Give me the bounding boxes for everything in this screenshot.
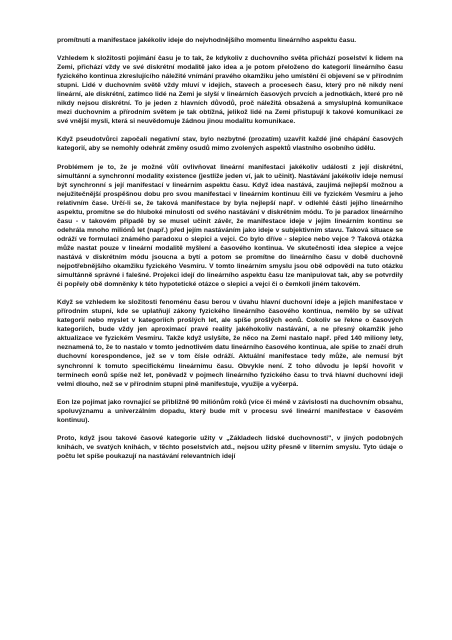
paragraph-6: Eon lze pojímat jako rovnající se přibližně 90 miliónům roků (více či méně v závislosti na duchovním obsahu, spoluvýznamu a univerzálním dopadu, který bude mít v procesu své lineární manifestace v časovém kontinuu). — [57, 398, 403, 424]
paragraph-5: Když se vzhledem ke složitosti fenoménu času berou v úvahu hlavní duchovní ideje a jejich manifestace v přírodním stupni, kde se uplatňují zákony fyzického lineárního časového kontinua, nemělo by se užívat kategorií nebo myslet v kategoriích prošlých let, ale spíše prošlých eonů. Cokoliv se řekne o časových kategoriích, bude vždy jen aproximací pravé reality jakéhokoliv nastávání, a ne přesný okamžik jeho aktualizace ve fyzickém Vesmíru. Takže když uslyšíte, že něco na Zemi nastalo např. před 140 miliony lety, neznamená to, že to nastalo v tomto jednotlivém datu lineárního časového kontinua, ale spíše to značí druh duchovní korespondence, jež se v tom čísle odráží. Aktuální manifestace tedy může, ale nemusí být synchronní k tomuto specifickému lineárnímu času. Obvykle není. Z toho důvodu je lepší hovořit v termínech eonů spíše než let, poněvadž v pojmech lineárního fyzického času to trvá hlavní duchovní ideji velmi dlouho, než se v přírodním stupni plně manifestuje, využije a vyčerpá. — [57, 299, 403, 388]
document-page — [57, 36, 403, 461]
paragraph-4: Problémem je to, že je možné vůlí ovlivňovat lineární manifestaci jakékoliv události z její diskrétní, simultánní a synchronní modality existence (jestliže jeden ví, jak to učinit). Nastávání jakékoliv ideje nemusí být synchronní s její manifestací v lineárním aspektu času. Když idea nastává, zaujímá nejlepší možnou a nejužitečnější prospěšnou dobu pro svou manifestaci v lineárním kontinuu čili ve fyzickém Vesmíru a jeho relativním čase. Určí-li se, že taková manifestace by byla nejlepší např. v odlehlé části jejího lineárního aspektu, promítne se do hluboké minulosti od svého nastávání v diskrétním módu. To je paradox lineárního času - v takovém případě by se musel učinit závěr, že manifestace ideje v jejím lineárním kontinu se odehrála mnoho miliónů let (např.) před jejím nastáváním jako ideje v subjektivním stavu. Taková situace se odráží ve formulaci známého paradoxu o slepici a vejci. Co bylo dříve - slepice nebo vejce ? Taková otázka může nastat pouze v lineární modalitě myšlení a časového kontinua. Ve skutečnosti idea slepice a vejce nastává v diskrétním módu jsoucna a bytí a potom se promítne do lineárního času v době duchovně nejpotřebnějšího okamžiku fyzického Vesmíru. V tomto lineárním smyslu jsou obě odpovědi na tuto otázku simultánně správné i falešné. Projekci idejí do lineárního aspektu času lze manipulovat tak, aby se potvrdily či popřely obě domněnky k této hypotetické otázce o slepici a vejci či o čemkoli jiném takovém. — [57, 163, 403, 289]
paragraph-3: Když pseudotvůrci započali negativní stav, bylo nezbytné (prozatím) uzavřít každé jiné chápání časových kategorií, aby se nemohly odehrát změny osudů mimo zvolených aspektů vlastního osobního údělu. — [57, 136, 403, 153]
paragraph-7: Proto, když jsou takové časové kategorie užity v „Základech lidské duchovnosti", v jiných podobných knihách, ve svatých knihách, v těchto poselstvích atd., nejsou užity přesně v literním smyslu. Tyto údaje o počtu let spíše poukazují na nastávání relevantních idejí — [57, 434, 403, 460]
paragraph-2: Vzhledem k složitosti pojímání času je to tak, že kdykoliv z duchovního světa přichází poselství k lidem na Zemi, přichází vždy ve své diskrétní modalitě jako idea a je potom přeloženo do kategorií lineárního času fyzického kontinua zkreslujícího náležité vnímání pravého okamžiku jeho umístění či objevení se v přírodním stupni. Lidé v duchovním světě vždy mluví v idejích, stavech a procesech času, který pro ně nikdy není lineární, ale diskrétní, zatímco lidé na Zemi je slyší v lineárních časových prvcích a jednotkách, které pro ně nikdy nejsou diskrétní. To je jeden z hlavních důvodů, proč náležitá obsažená a smysluplná komunikace mezi duchovním a přírodním světem je tak obtížná, jelikož lidé na Zemi přistupují k takové komunikaci ze své vnější mysli, která si neuvědomuje žádnou jinou modalitu komunikace. — [57, 55, 403, 126]
paragraph-1: promítnutí a manifestace jakékoliv ideje do nejvhodnějšího momentu lineárního aspektu času. — [57, 37, 357, 44]
